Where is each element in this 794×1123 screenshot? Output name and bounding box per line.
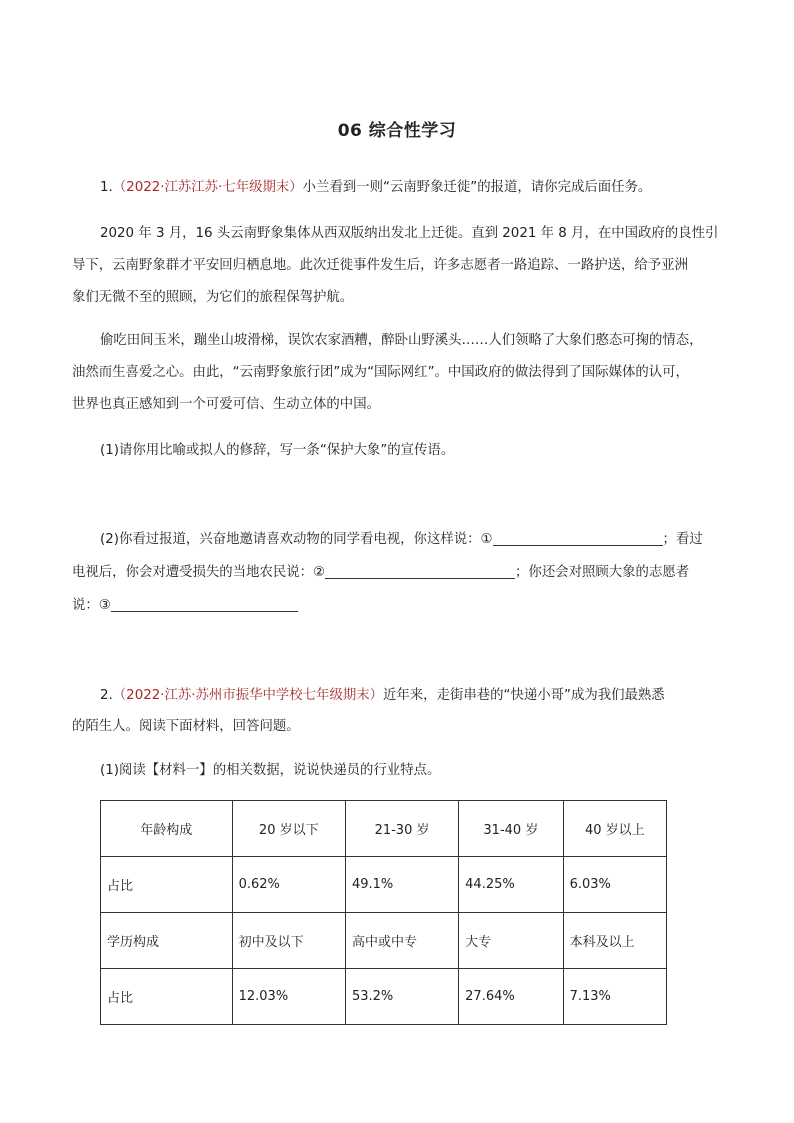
q2-source: （2022·江苏·苏州市振华中学校七年级期末） [112,688,384,703]
q1-sub2-part4: ；你还会对照顾大象的志愿者 [515,565,690,580]
table-row [101,857,667,913]
q1-sub2-part3: 电视后，你会对遭受损失的当地农民说：② [72,565,326,580]
table-cell: 大专 [459,913,563,969]
table-cell: 学历构成 [101,913,233,969]
answer-blank-3[interactable] [111,595,298,612]
q1-sub2-line1 [100,524,724,556]
table-cell: 27.64% [459,969,563,1025]
q1-source: （2022·江苏江苏·七年级期末） [112,180,303,195]
q1-para1-line1: 2020 年 3 月，16 头云南野象集体从西双版纳出发北上迁徙。直到 2021 年 8 月，在中国政府的良性引 [100,226,719,241]
table-cell: 44.25% [459,857,563,913]
q1-sub2-line2 [72,557,724,589]
table-row [101,913,667,969]
table-cell: 本科及以上 [563,913,666,969]
q1-number: 1. [100,180,113,195]
courier-data-table [100,800,667,1025]
page-title: 06 综合性学习 [337,121,457,141]
q1-para2-line1: 偷吃田间玉米，蹦坐山坡滑梯，误饮农家酒糟，醉卧山野溪头……人们领略了大象们憨态可掬的情态， [100,333,703,348]
table-cell: 12.03% [232,969,345,1025]
table-cell: 21-30 岁 [345,801,458,857]
table-cell: 49.1% [345,857,458,913]
table-cell: 53.2% [345,969,458,1025]
q1-sub2-part1: (2)你看过报道，兴奋地邀请喜欢动物的同学看电视，你这样说：① [100,532,493,547]
q1-intro: 小兰看到一则“云南野象迁徙”的报道，请你完成后面任务。 [302,180,652,195]
q2-sub1: (1)阅读【材料一】的相关数据，说说快递员的行业特点。 [100,763,441,778]
q2-number: 2. [100,688,113,703]
table-cell: 占比 [101,857,233,913]
table-cell: 31-40 岁 [459,801,563,857]
table-cell: 占比 [101,969,233,1025]
table-row [101,801,667,857]
table-cell: 年龄构成 [101,801,233,857]
answer-blank-2[interactable] [325,562,515,579]
q1-sub2-part2: ；看过 [662,532,703,547]
table-cell: 6.03% [563,857,666,913]
table-cell: 20 岁以下 [232,801,345,857]
q1-sub1: (1)请你用比喻或拟人的修辞，写一条“保护大象”的宣传语。 [100,443,455,458]
table-cell: 40 岁以上 [563,801,666,857]
table-cell: 0.62% [232,857,345,913]
table-cell: 初中及以下 [232,913,345,969]
table-row [101,969,667,1025]
answer-blank-1[interactable] [493,529,663,546]
q1-para1-line2: 导下，云南野象群才平安回归栖息地。此次迁徙事件发生后，许多志愿者一路追踪、一路护送，给予亚洲 [72,258,688,273]
q2-intro-b: 的陌生人。阅读下面材料，回答问题。 [72,719,300,734]
q1-para2-line2: 油然而生喜爱之心。由此，“云南野象旅行团”成为“国际网红”。中国政府的做法得到了国际媒体的认可， [72,365,689,380]
table-cell: 高中或中专 [345,913,458,969]
q2-intro-a: 近年来，走街串巷的“快递小哥”成为我们最熟悉 [383,688,665,703]
q1-sub2-part5: 说：③ [72,598,111,613]
q1-sub2-line3 [72,590,724,622]
table-cell: 7.13% [563,969,666,1025]
q1-para1-line3: 象们无微不至的照顾，为它们的旅程保驾护航。 [72,290,354,305]
q2-heading [100,680,724,712]
q1-heading [100,172,724,204]
q1-para2-line3: 世界也真正感知到一个可爱可信、生动立体的中国。 [72,397,380,412]
